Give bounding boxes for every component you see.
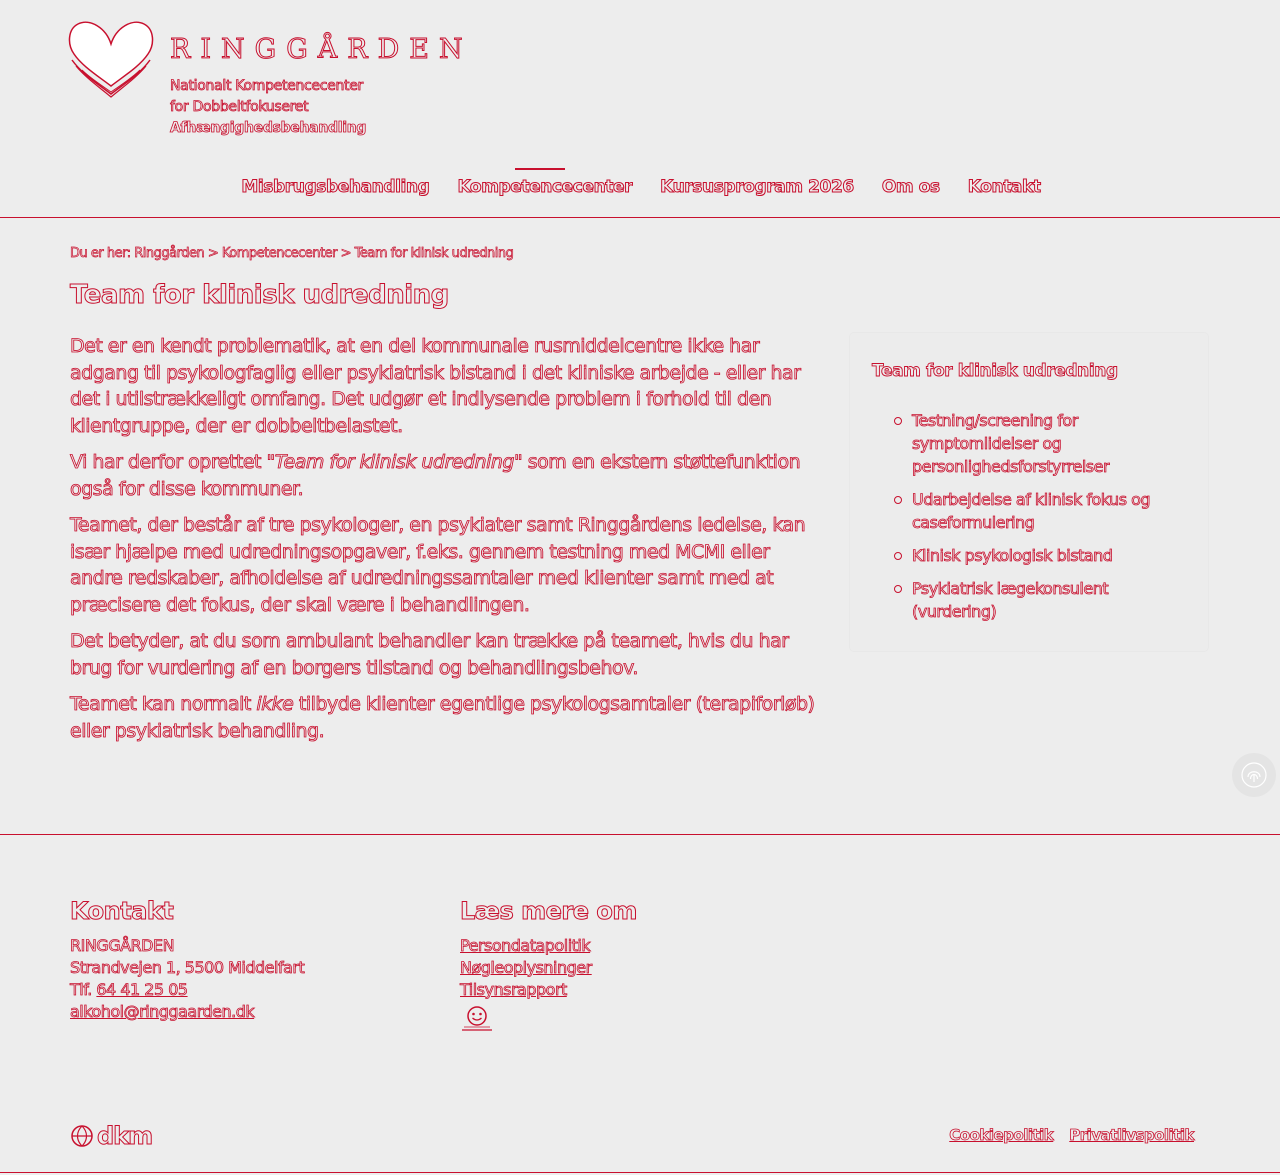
list-item: Klinisk psykologisk bistand xyxy=(894,544,1186,567)
footer-address: Strandvejen 1, 5500 Middelfart xyxy=(70,958,305,977)
nav-item-kompetencecenter[interactable]: Kompetencecenter xyxy=(457,168,632,197)
tagline-line-3: Afhængighedsbehandling xyxy=(170,120,367,136)
text-run: som en ekstern støttefunktion også for disse kommuner. xyxy=(70,451,801,500)
email-link[interactable]: alkohol@ringgaarden.dk xyxy=(70,1002,255,1021)
link-privatlivspolitik[interactable]: Privatlivspolitik xyxy=(1069,1126,1194,1144)
heart-logo-icon[interactable] xyxy=(68,14,154,98)
sidebar-title: Team for klinisk udredning xyxy=(872,361,1118,381)
footer-more-heading: Læs mere om xyxy=(460,897,637,925)
list-item: Testning/screening for symptomlidelser og personlighedsforstyrrelser xyxy=(894,409,1186,478)
breadcrumb xyxy=(70,246,513,261)
site-header xyxy=(0,0,1280,218)
footer-bottom-rule xyxy=(0,1172,1280,1173)
article-paragraph-5 xyxy=(70,691,820,744)
breadcrumb-separator: > xyxy=(340,246,351,261)
breadcrumb-separator: > xyxy=(207,246,219,261)
tagline-line-2: for Dobbeltfokuseret xyxy=(170,99,309,115)
text-run: tilbyde klienter egentlige psykologsamtaler (terapiforløb) eller psykiatrisk behandling. xyxy=(70,693,815,742)
link-persondatapolitik[interactable]: Persondatapolitik xyxy=(460,936,591,955)
nav-item-misbrugsbehandling[interactable]: Misbrugsbehandling xyxy=(241,177,430,197)
footer-more xyxy=(460,897,637,1037)
sidebar-box xyxy=(850,333,1208,651)
main-nav xyxy=(0,168,1280,197)
smiley-inspection-icon[interactable] xyxy=(460,1005,494,1033)
link-noegleoplysninger[interactable]: Nøgleoplysninger xyxy=(460,958,592,977)
breadcrumb-link-kompetencecenter[interactable]: Kompetencecenter xyxy=(221,246,337,261)
brand-name[interactable]: RINGGÅRDEN xyxy=(170,34,473,65)
text-run: Teamet kan normalt xyxy=(70,693,257,715)
list-item: Psykiatrisk lægekonsulent (vurdering) xyxy=(894,577,1186,623)
footer-contact-heading: Kontakt xyxy=(70,897,174,925)
phone-link[interactable]: 64 41 25 05 xyxy=(96,980,188,999)
emphasis-ikke: ikke xyxy=(256,693,294,715)
brand-tagline xyxy=(170,76,410,139)
dkm-label: dkm xyxy=(97,1122,153,1150)
breadcrumb-current: Team for klinisk udredning xyxy=(354,246,514,261)
footer-contact xyxy=(70,897,304,1023)
site-footer xyxy=(0,834,1280,1175)
page-title: Team for klinisk udredning xyxy=(70,280,449,310)
nav-item-om-os[interactable]: Om os xyxy=(881,177,940,197)
fingerprint-widget-button[interactable] xyxy=(1232,753,1276,797)
dkm-globe-icon xyxy=(70,1124,94,1148)
text-run: Vi har derfor oprettet xyxy=(70,451,267,473)
article-paragraph-2 xyxy=(70,449,820,502)
breadcrumb-prefix: Du er her: xyxy=(70,246,131,261)
fingerprint-icon xyxy=(1240,761,1268,789)
link-tilsynsrapport[interactable]: Tilsynsrapport xyxy=(460,980,567,999)
link-cookiepolitik[interactable]: Cookiepolitik xyxy=(949,1126,1054,1144)
article-body xyxy=(70,333,820,754)
article-paragraph-3: Teamet, der består af tre psykologer, en psykiater samt Ringgårdens ledelse, kan især hjælpe med udredningsopgaver, f.eks. gennem testning med MCMI eller andre redskaber, afholdelse af udredningssamtaler med klienter samt med at præcisere det fokus, der skal være i behandlingen. xyxy=(70,514,806,616)
emphasis-team-name: "Team for klinisk udredning" xyxy=(266,451,523,473)
phone-label: Tlf. xyxy=(70,980,92,999)
breadcrumb-link-home[interactable]: Ringgården xyxy=(134,246,205,261)
sidebar-list xyxy=(894,409,1186,623)
footer-org-name: RINGGÅRDEN xyxy=(70,936,175,955)
nav-item-kontakt[interactable]: Kontakt xyxy=(967,177,1041,197)
tagline-line-1: Nationalt Kompetencecenter xyxy=(170,78,363,94)
nav-item-kursusprogram[interactable]: Kursusprogram 2026 xyxy=(660,177,854,197)
list-item: Udarbejdelse af klinisk fokus og caseformulering xyxy=(894,488,1186,534)
dkm-logo[interactable] xyxy=(70,1122,152,1150)
legal-links xyxy=(949,1126,1194,1144)
article-paragraph-4: Det betyder, at du som ambulant behandler kan trække på teamet, hvis du har brug for vurdering af en borgers tilstand og behandlingsbehov. xyxy=(70,630,789,679)
footer-phone xyxy=(70,979,304,1001)
article-paragraph-1: Det er en kendt problematik, at en del kommunale rusmiddelcentre ikke har adgang til psykologfaglig eller psykiatrisk bistand i det kliniske arbejde - eller har det i utilstrækkeligt omfang. Det udgør et indlysende problem i forhold til den klientgruppe, der er dobbeltbelastet. xyxy=(70,335,801,437)
